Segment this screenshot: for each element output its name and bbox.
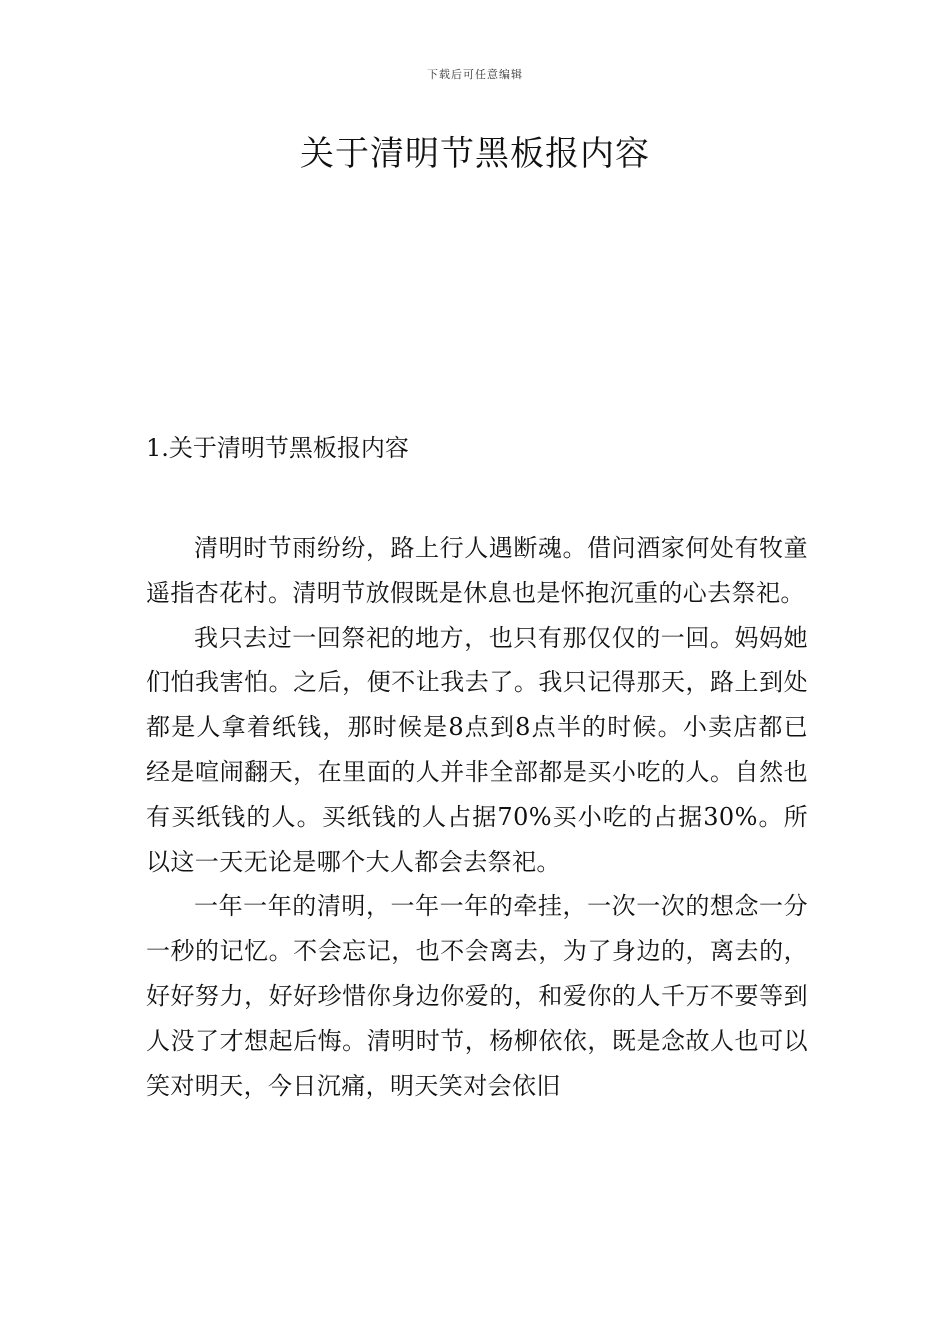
header-note: 下载后可任意编辑 [427,68,523,81]
paragraph: 一年一年的清明，一年一年的牵挂，一次一次的想念一分一秒的记忆。不会忘记，也不会离去，为了身边的，离去的，好好努力，好好珍惜你身边你爱的，和爱你的人千万不要等到人没了才想起后悔。清明时节，杨柳依依，既是念故人也可以笑对明天，今日沉痛，明天笑对会依旧 [146,892,808,1100]
paragraph: 清明时节雨纷纷，路上行人遇断魂。借问酒家何处有牧童遥指杏花村。清明节放假既是休息也是怀抱沉重的心去祭祀。 [146,534,808,607]
paragraph: 我只去过一回祭祀的地方，也只有那仅仅的一回。妈妈她们怕我害怕。之后，便不让我去了。我只记得那天，路上到处都是人拿着纸钱，那时候是8点到8点半的时候。小卖店都已经是喧闹翻天，在里面的人并非全部都是买小吃的人。自然也有买纸钱的人。买纸钱的人占据70%买小吃的占据30%。所以这一天无论是哪个大人都会去祭祀。 [146,623,808,876]
document-title: 关于清明节黑板报内容 [300,134,650,174]
document-body [146,526,808,1108]
section-heading: 1.关于清明节黑板报内容 [146,434,409,462]
